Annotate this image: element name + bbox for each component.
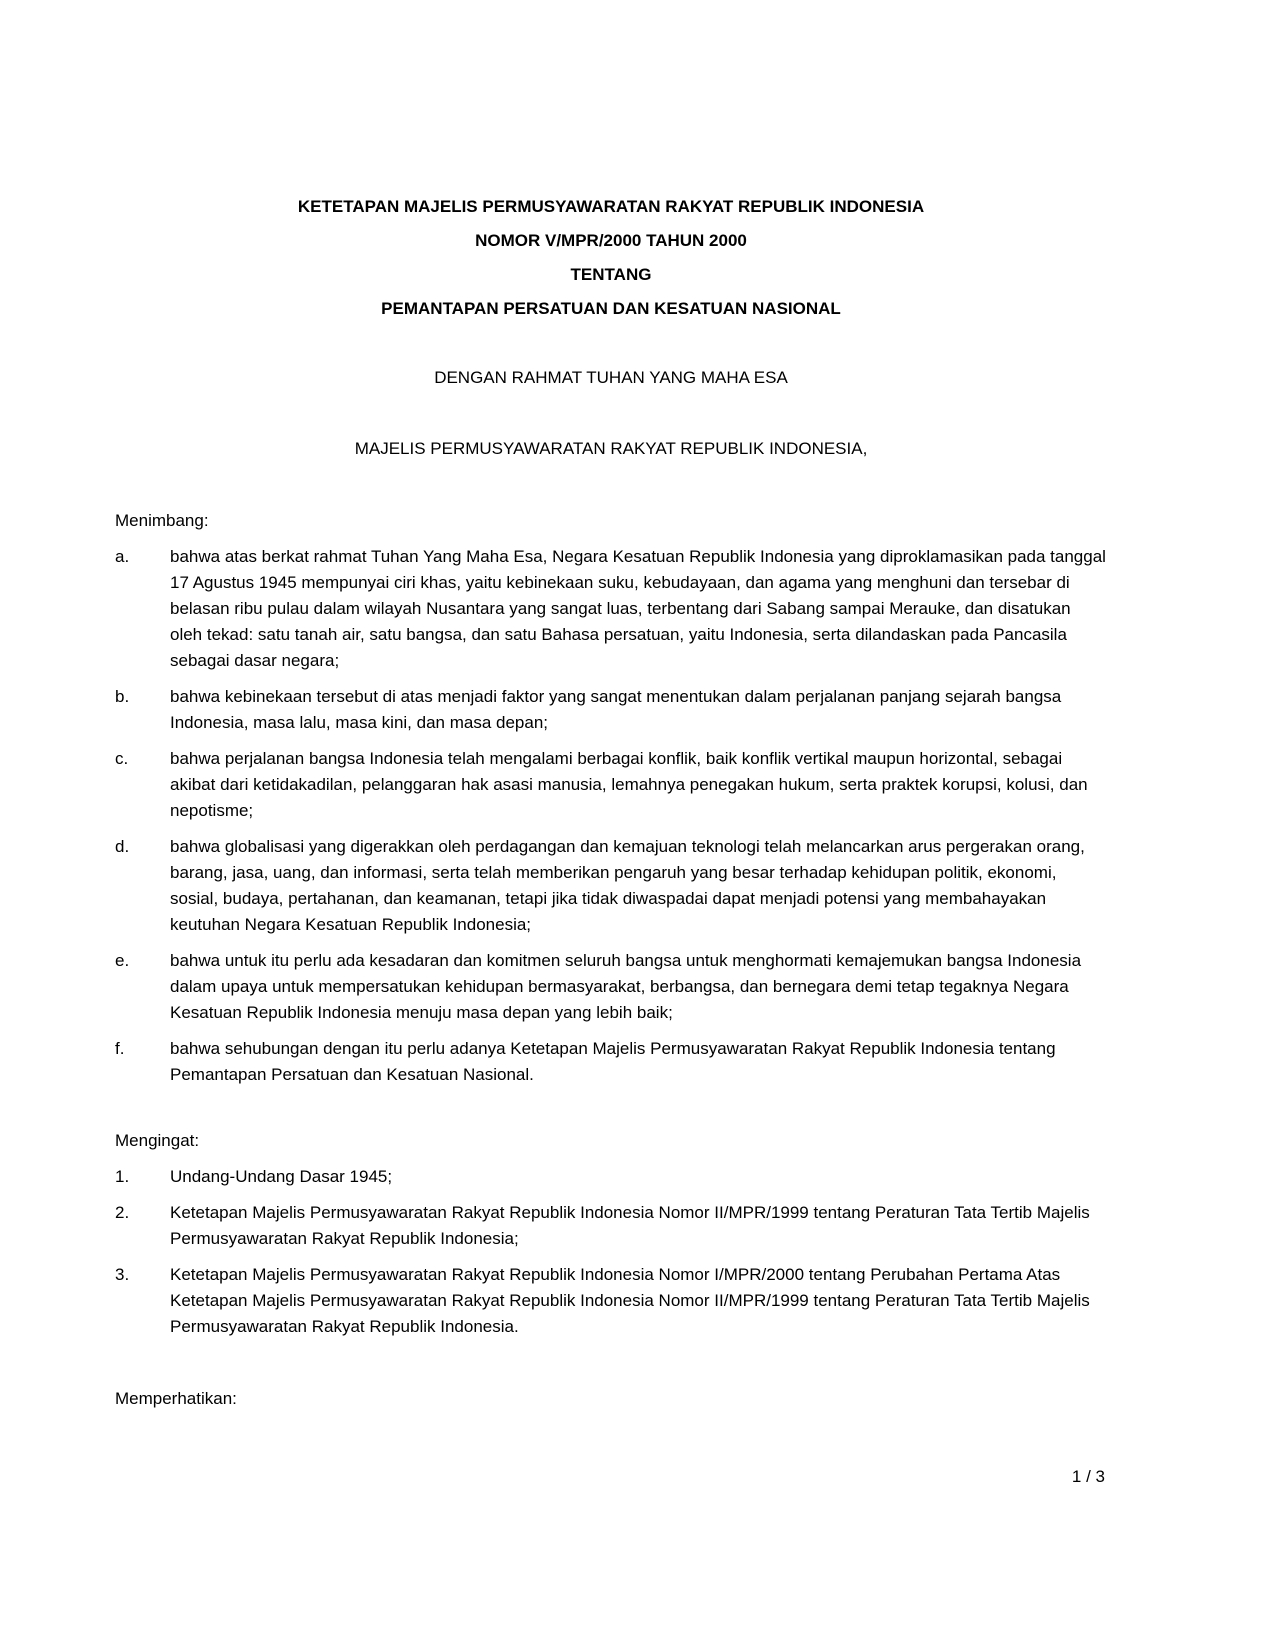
recalling-item-1: [115, 1164, 1107, 1190]
recalling-item-3: [115, 1262, 1107, 1340]
preamble-invocation: DENGAN RAHMAT TUHAN YANG MAHA ESA: [434, 368, 788, 387]
item-text: Ketetapan Majelis Permusyawaratan Rakyat Republik Indonesia Nomor I/MPR/2000 tentang Perubahan Pertama Atas Ketetapan Majelis Permusyawaratan Rakyat Republik Indonesia Nomor II/MPR/1999 tentang Peraturan Tata Tertib Majelis Permusyawaratan Rakyat Republik Indonesia.: [170, 1265, 1090, 1336]
item-marker: e.: [115, 951, 130, 970]
item-marker: c.: [115, 749, 129, 768]
item-marker: a.: [115, 547, 130, 566]
item-marker: 2.: [115, 1203, 130, 1222]
item-text: Undang-Undang Dasar 1945;: [170, 1167, 393, 1186]
item-text: bahwa perjalanan bangsa Indonesia telah mengalami berbagai konflik, baik konflik vertikal maupun horizontal, sebagai akibat dari ketidakadilan, pelanggaran hak asasi manusia, lemahnya penegakan hukum, serta praktek korupsi, kolusi, dan nepotisme;: [170, 749, 1088, 820]
item-marker: b.: [115, 687, 130, 706]
title-line-1: KETETAPAN MAJELIS PERMUSYAWARATAN RAKYAT REPUBLIK INDONESIA: [297, 197, 925, 216]
item-marker: 3.: [115, 1265, 130, 1284]
page-number: 1 / 3: [1071, 1467, 1105, 1486]
title-line-3: TENTANG: [570, 265, 652, 284]
item-text: Ketetapan Majelis Permusyawaratan Rakyat Republik Indonesia Nomor II/MPR/1999 tentang Peraturan Tata Tertib Majelis Permusyawaratan Rakyat Republik Indonesia;: [170, 1203, 1090, 1248]
document-title-block: [115, 196, 1107, 320]
title-line-2: NOMOR V/MPR/2000 TAHUN 2000: [475, 231, 747, 250]
item-text: bahwa sehubungan dengan itu perlu adanya Ketetapan Majelis Permusyawaratan Rakyat Republik Indonesia tentang Pemantapan Persatuan dan Kesatuan Nasional.: [170, 1039, 1056, 1084]
item-text: bahwa untuk itu perlu ada kesadaran dan komitmen seluruh bangsa untuk menghormati kemajemukan bangsa Indonesia dalam upaya untuk mempersatukan kehidupan bermasyarakat, berbangsa, dan bernegara demi tetap tegaknya Negara Kesatuan Republik Indonesia menuju masa depan yang lebih baik;: [170, 951, 1082, 1022]
section-label-memperhatikan: Memperhatikan:: [115, 1389, 237, 1408]
considering-item-f: [115, 1036, 1107, 1088]
item-marker: 1.: [115, 1167, 130, 1186]
item-text: bahwa kebinekaan tersebut di atas menjadi faktor yang sangat menentukan dalam perjalanan panjang sejarah bangsa Indonesia, masa lalu, masa kini, dan masa depan;: [170, 687, 1062, 732]
item-text: bahwa atas berkat rahmat Tuhan Yang Maha Esa, Negara Kesatuan Republik Indonesia yang diproklamasikan pada tanggal 17 Agustus 1945 mempunyai ciri khas, yaitu kebinekaan suku, kebudayaan, dan agama yang menghuni dan tersebar di belasan ribu pulau dalam wilayah Nusantara yang sangat luas, terbentang dari Sabang sampai Merauke, dan disatukan oleh tekad: satu tanah air, satu bangsa, dan satu Bahasa persatuan, yaitu Indonesia, serta dilandaskan pada Pancasila sebagai dasar negara;: [170, 547, 1106, 670]
item-text: bahwa globalisasi yang digerakkan oleh perdagangan dan kemajuan teknologi telah melancarkan arus pergerakan orang, barang, jasa, uang, dan informasi, serta telah memberikan pengaruh yang besar terhadap kehidupan politik, ekonomi, sosial, budaya, pertahanan, dan keamanan, tetapi jika tidak diwaspadai dapat menjadi potensi yang membahayakan keutuhan Negara Kesatuan Republik Indonesia;: [170, 837, 1085, 934]
item-marker: f.: [115, 1039, 125, 1058]
item-marker: d.: [115, 837, 130, 856]
preamble-issuer: MAJELIS PERMUSYAWARATAN RAKYAT REPUBLIK INDONESIA,: [354, 439, 868, 458]
title-line-4: PEMANTAPAN PERSATUAN DAN KESATUAN NASIONAL: [381, 299, 841, 318]
considering-item-d: [115, 834, 1107, 938]
recalling-item-2: [115, 1200, 1107, 1252]
considering-item-e: [115, 948, 1107, 1026]
considering-item-c: [115, 746, 1107, 824]
considering-item-b: [115, 684, 1107, 736]
considering-item-a: [115, 544, 1107, 674]
section-label-menimbang: Menimbang:: [115, 511, 209, 530]
section-label-mengingat: Mengingat:: [115, 1131, 200, 1150]
